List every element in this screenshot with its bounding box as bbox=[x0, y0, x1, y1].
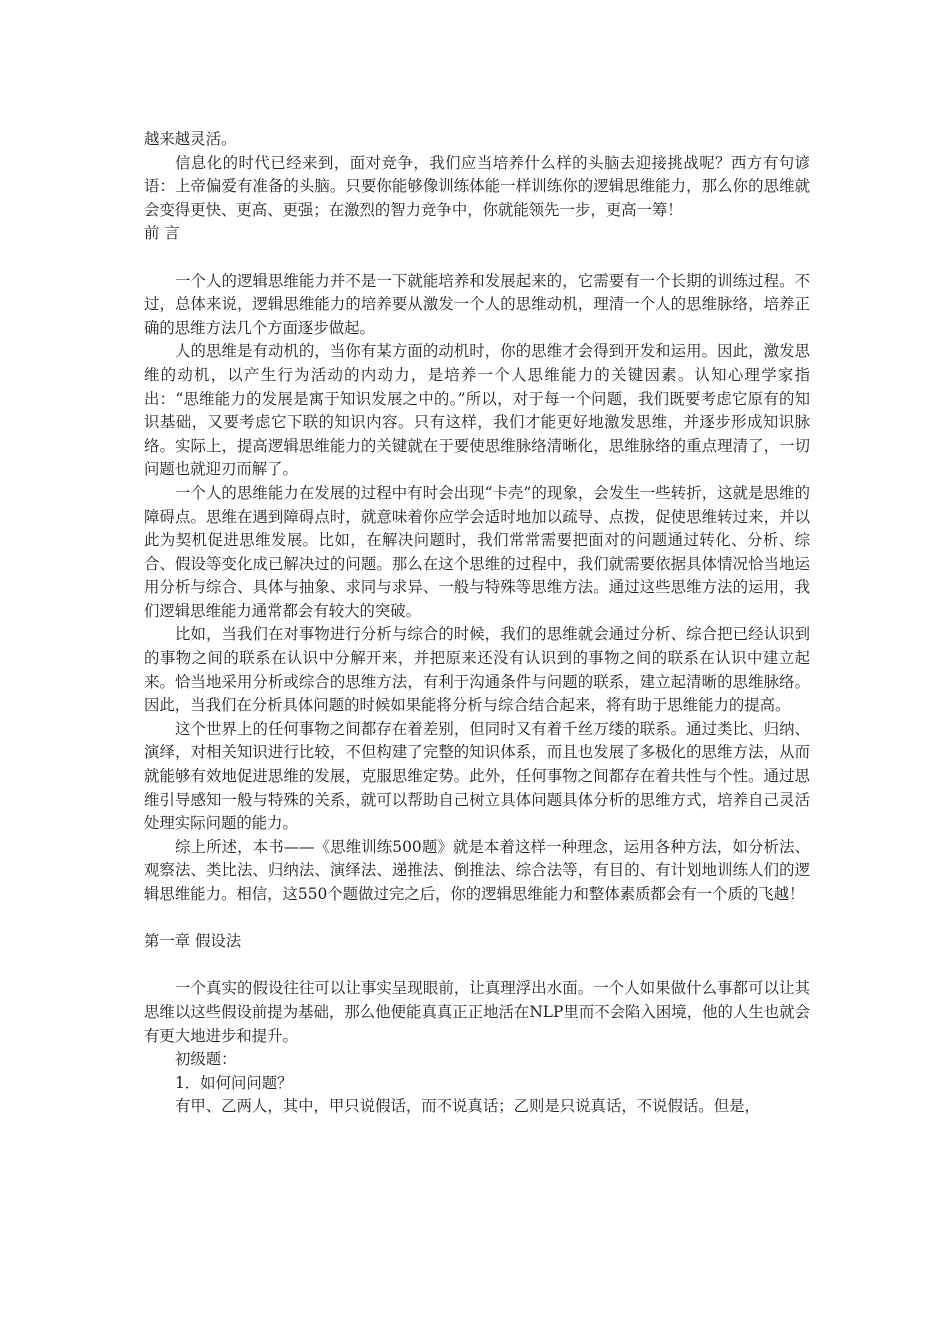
preface-paragraph: 综上所述，本书——《思维训练500题》就是本着这样一种理念，运用各种方法，如分析法、观察法、类比法、归纳法、演绎法、递推法、倒推法、综合法等，有目的、有计划地训练人们的逻辑思维能力。相信，这550个题做过完之后，你的逻辑思维能力和整体素质都会有一个质的飞越！ bbox=[144, 837, 810, 903]
preface-paragraph: 一个人的逻辑思维能力并不是一下就能培养和发展起来的，它需要有一个长期的训练过程。不过，总体来说，逻辑思维能力的培养要从激发一个人的思维动机，理清一个人的思维脉络，培养正确的思维方法几个方面逐步做起。 bbox=[144, 271, 810, 337]
preface-paragraph: 一个人的思维能力在发展的过程中有时会出现“卡壳”的现象，会发生一些转折，这就是思维的障碍点。思维在遇到障碍点时，就意味着你应学会适时地加以疏导、点拨，促使思维转过来，并以此为契机促进思维发展。比如，在解决问题时，我们常常需要把面对的问题通过转化、分析、综合、假设等变化成已解决过的问题。那么在这个思维的过程中，我们就需要依据具体情况恰当地运用分析与综合、具体与抽象、求同与求异、一般与特殊等思维方法。通过这些思维方法的运用，我们逻辑思维能力通常都会有较大的突破。 bbox=[144, 483, 810, 620]
spacer bbox=[144, 907, 810, 931]
continuation-text: 越来越灵活。 bbox=[144, 130, 237, 148]
level-label: 初级题： bbox=[175, 1050, 237, 1069]
spacer bbox=[144, 954, 810, 978]
chapter-heading: 第一章 假设法 bbox=[144, 932, 242, 951]
preface-paragraph: 这个世界上的任何事物之间都存在着差别，但同时又有着千丝万缕的联系。通过类比、归纳、演绎，对相关知识进行比较，不但构建了完整的知识体系，而且也发展了多极化的思维方法，从而就能够有效地促进思维的发展，克服思维定势。此外，任何事物之间都存在着共性与个性。通过思维引导感知一般与特殊的关系，就可以帮助自己树立具体问题具体分析的思维方式，培养自己灵活处理实际问题的能力。 bbox=[144, 719, 810, 833]
question-text: 有甲、乙两人，其中，甲只说假话，而不说真话；乙则是只说真话，不说假话。但是， bbox=[175, 1097, 760, 1116]
intro-paragraph: 信息化的时代已经来到，面对竞争，我们应当培养什么样的头脑去迎接挑战呢？西方有句谚语：上帝偏爱有准备的头脑。只要你能够像训练体能一样训练你的逻辑思维能力，那么你的思维就会变得更快、更高、更强；在激烈的智力竞争中，你就能领先一步，更高一筹！ bbox=[144, 153, 810, 219]
preface-heading: 前 言 bbox=[144, 224, 180, 243]
preface-paragraph: 人的思维是有动机的，当你有某方面的动机时，你的思维才会得到开发和运用。因此，激发思维的动机，以产生行为活动的内动力，是培养一个人思维能力的关键因素。认知心理学家指出：“思维能力的发展是寓于知识发展之中的。”所以，对于每一个问题，我们既要考虑它原有的知识基础，又要考虑它下联的知识内容。只有这样，我们才能更好地激发思维，并逐步形成知识脉络。实际上，提高逻辑思维能力的关键就在于要使思维脉络清晰化，思维脉络的重点理清了，一切问题也就迎刃而解了。 bbox=[144, 342, 810, 479]
spacer bbox=[144, 246, 810, 270]
document-body bbox=[144, 128, 810, 1119]
preface-paragraph: 比如，当我们在对事物进行分析与综合的时候，我们的思维就会通过分析、综合把已经认识到的事物之间的联系在认识中分解开来，并把原来还没有认识到的事物之间的联系在认识中建立起来。恰当地采用分析或综合的思维方法，有利于沟通条件与问题的联系，建立起清晰的思维脉络。因此，当我们在分析具体问题的时候如果能将分析与综合结合起来，将有助于思维能力的提高。 bbox=[144, 625, 810, 715]
chapter-intro-paragraph: 一个真实的假设往往可以让事实呈现眼前，让真理浮出水面。一个人如果做什么事都可以让其思维以这些假设前提为基础，那么他便能真真正正地活在NLP里而不会陷入困境，他的人生也就会有更大地进步和提升。 bbox=[144, 979, 810, 1045]
question-title: 1．如何问问题？ bbox=[175, 1073, 293, 1092]
